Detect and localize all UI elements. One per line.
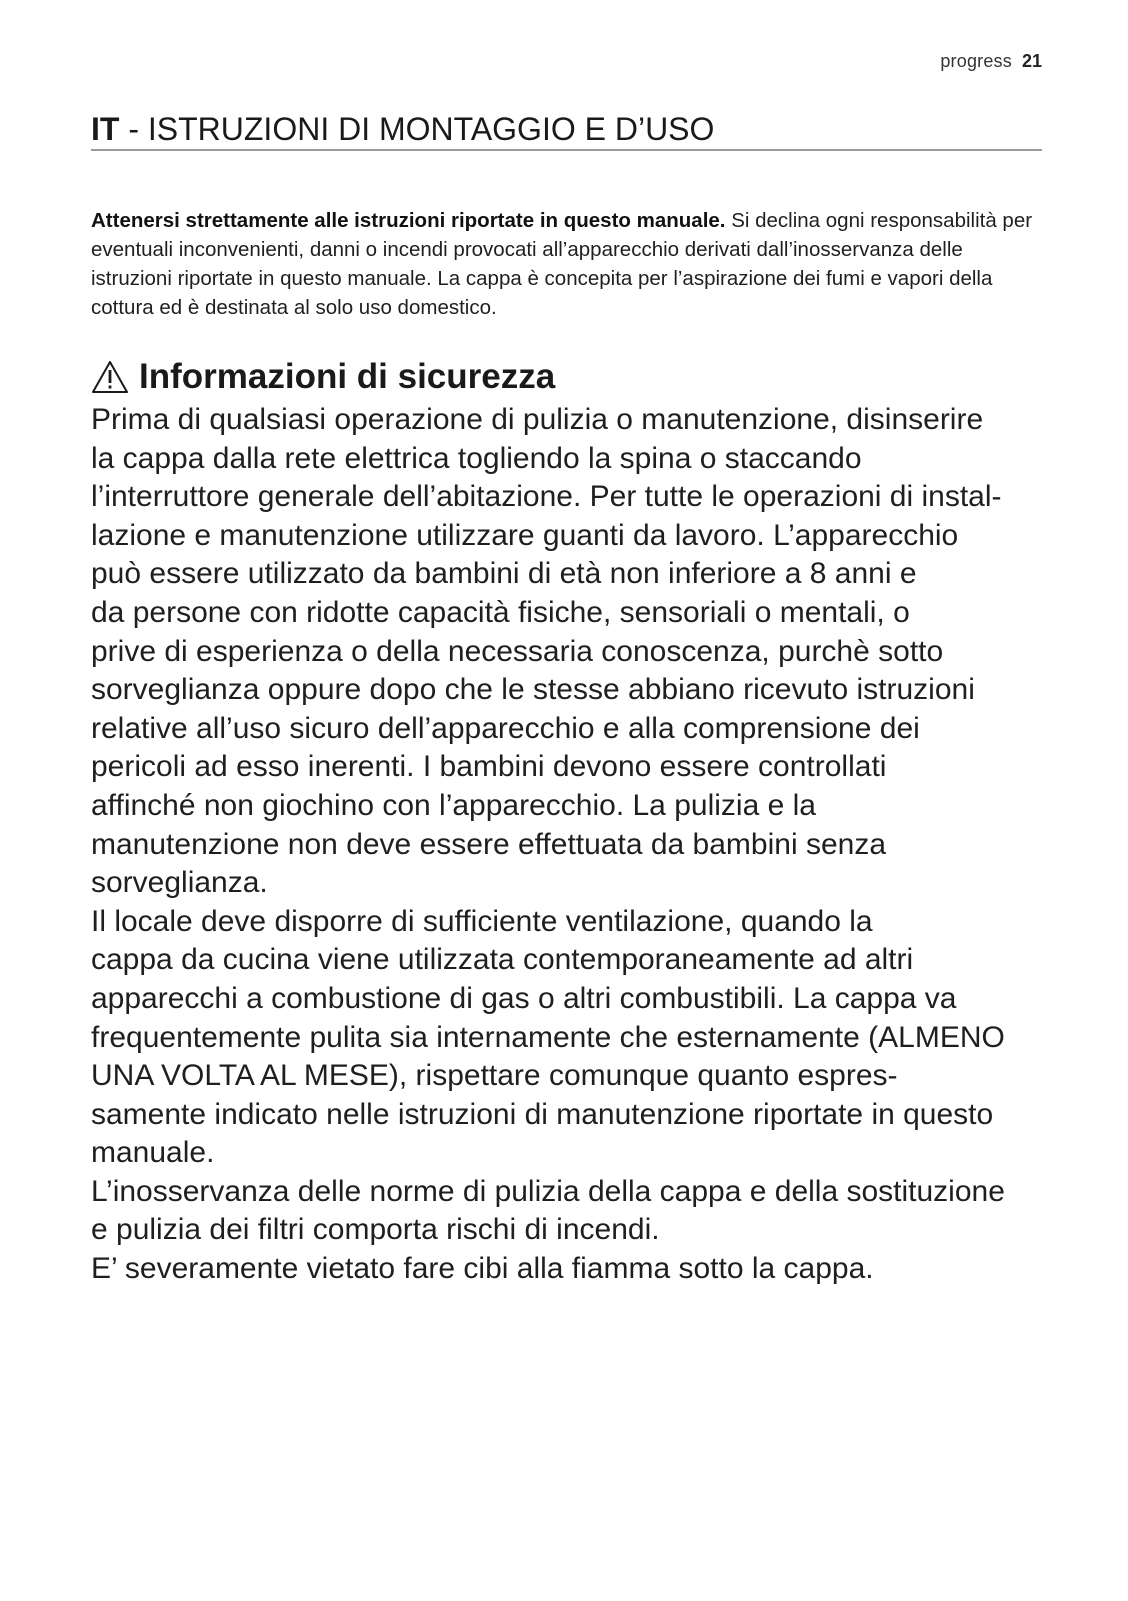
safety-heading-text: Informazioni di sicurezza — [139, 357, 556, 396]
body-line: da persone con ridotte capacità fisiche, sensoriali o mentali, o — [91, 595, 910, 629]
body-line: può essere utilizzato da bambini di età non inferiore a 8 anni e — [91, 557, 917, 591]
body-line: prive di esperienza o della necessaria conoscenza, purchè sotto — [91, 634, 944, 668]
body-line: UNA VOLTA AL MESE), rispettare comunque quanto espres- — [91, 1059, 898, 1093]
body-line: relative all’uso sicuro dell’apparecchio e alla comprensione dei — [91, 711, 920, 745]
warning-triangle-icon — [91, 360, 129, 394]
body-line: E’ severamente vietato fare cibi alla fiamma sotto la cappa. — [91, 1252, 874, 1286]
title-text: - ISTRUZIONI DI MONTAGGIO E D’USO — [119, 111, 715, 147]
safety-body-text — [91, 401, 1051, 1289]
body-line: L’inosservanza delle norme di pulizia della cappa e della sostituzione — [91, 1174, 1005, 1208]
body-line: cappa da cucina viene utilizzata contemporaneamente ad altri — [91, 943, 914, 977]
body-line: affinché non giochino con l’apparecchio. La pulizia e la — [91, 788, 816, 822]
body-line: apparecchi a combustione di gas o altri combustibili. La cappa va — [91, 981, 957, 1015]
body-line: l’interruttore generale dell’abitazione. Per tutte le operazioni di instal- — [91, 480, 1002, 514]
body-line: manuale. — [91, 1136, 215, 1170]
body-line: la cappa dalla rete elettrica togliendo la spina o staccando — [91, 441, 862, 475]
body-line: Il locale deve disporre di sufficiente ventilazione, quando la — [91, 904, 873, 938]
body-line: sorveglianza oppure dopo che le stesse abbiano ricevuto istruzioni — [91, 673, 975, 707]
body-line: lazione e manutenzione utilizzare guanti da lavoro. L’apparecchio — [91, 518, 959, 552]
body-line: manutenzione non deve essere effettuata da bambini senza — [91, 827, 886, 861]
body-line: sorveglianza. — [91, 866, 268, 900]
page-title — [91, 110, 1042, 148]
language-code: IT — [91, 111, 120, 147]
intro-text: Si declina ogni responsabilità per eventuali inconvenienti, danni o incendi provocati all’apparecchio derivati dall’inosservanza delle istruzioni riportate in questo manuale. La cappa è concepita per l’aspirazione dei fumi e vapori della cottura ed è destinata al solo uso domestico. — [91, 209, 1033, 319]
intro-paragraph — [91, 206, 1046, 322]
body-line: pericoli ad esso inerenti. I bambini devono essere controllati — [91, 750, 887, 784]
body-line: Prima di qualsiasi operazione di pulizia o manutenzione, disinserire — [91, 403, 984, 436]
body-line: frequentemente pulita sia internamente che esternamente (ALMENO — [91, 1020, 1005, 1054]
page-header — [940, 50, 1042, 72]
title-divider — [91, 149, 1042, 151]
safety-section-heading — [91, 356, 555, 398]
body-line: e pulizia dei filtri comporta rischi di incendi. — [91, 1213, 660, 1247]
page-number: 21 — [1021, 51, 1042, 71]
intro-bold-text: Attenersi strettamente alle istruzioni riportate in questo manuale. — [91, 209, 726, 232]
body-line: samente indicato nelle istruzioni di manutenzione riportate in questo — [91, 1097, 994, 1131]
brand-name: progress — [940, 51, 1012, 71]
